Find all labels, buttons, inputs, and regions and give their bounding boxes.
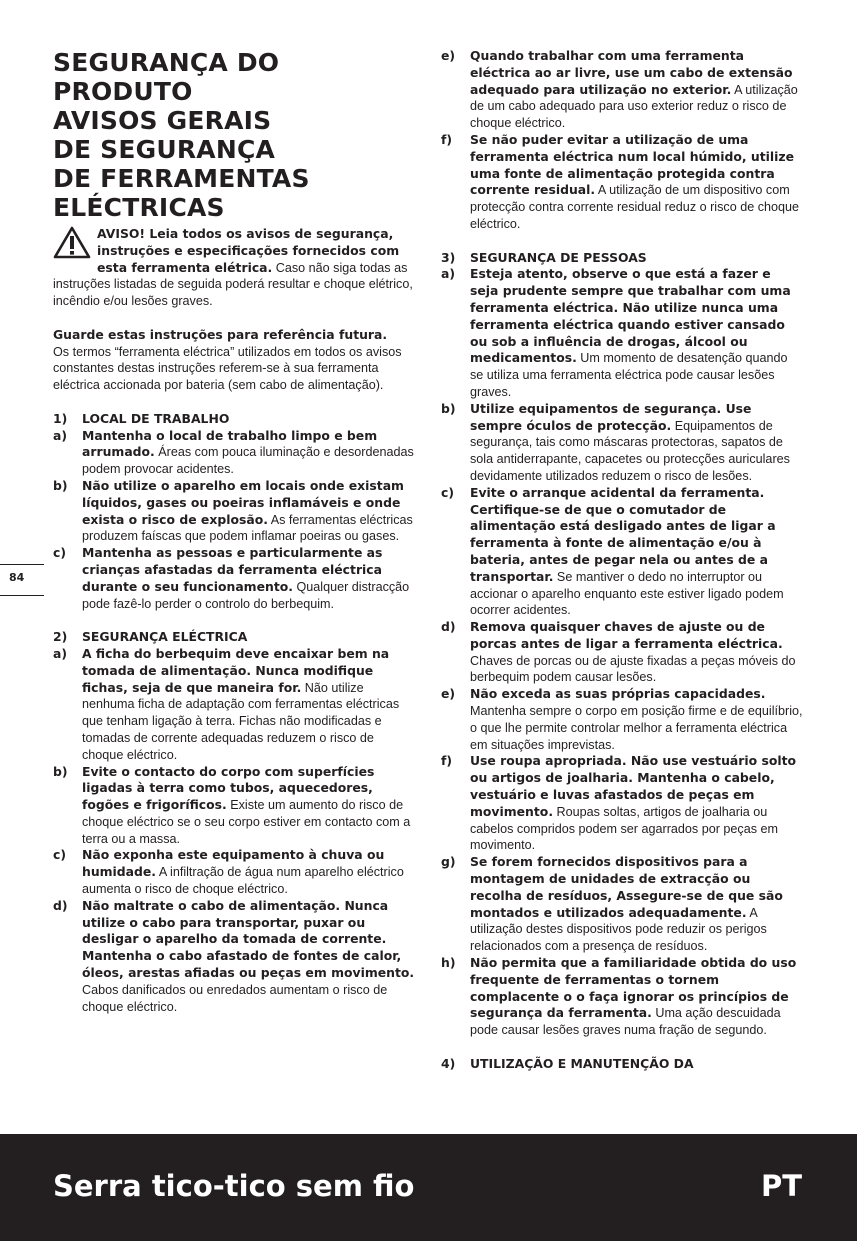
item-bold: Evite o arranque acidental da ferramenta. Certifique-se de que o comutador de alimentação está desligado antes de ligar a ferramenta à fonte de alimentação e/ou à bateria, antes de pegar nela ou antes de a transportar. bbox=[470, 484, 776, 584]
keep-bold: Guarde estas instruções para referência futura. bbox=[53, 326, 388, 342]
item-bold: Se forem fornecidos dispositivos para a montagem de unidades de extracção ou recolha de resíduos, Assegure-se de que são montados e utilizados adequadamente. bbox=[470, 854, 783, 920]
section-title: UTILIZAÇÃO E MANUTENÇÃO DA bbox=[470, 1055, 694, 1071]
list-item bbox=[53, 764, 415, 848]
item-text: A utilização de um cabo adequado para uso exterior reduz o risco de choque eléctrico. bbox=[470, 82, 798, 131]
item-bold: Não utilize o aparelho em locais onde existam líquidos, gases ou poeiras inflamáveis e onde exista o risco de explosão. bbox=[82, 477, 404, 527]
item-marker: a) bbox=[53, 645, 68, 661]
keep-text: Os termos “ferramenta eléctrica” utilizados em todos os avisos constantes destas instruções referem-se à sua ferramenta eléctrica accionada por bateria (sem cabo de alimentação). bbox=[53, 344, 402, 393]
item-text: Equipamentos de segurança, tais como máscaras protectoras, sapatos de sola antiderrapante, capacetes ou protecções auriculares devidamente utilizados reduzem o risco de lesões. bbox=[470, 418, 790, 483]
left-column bbox=[53, 48, 415, 1015]
section-heading bbox=[53, 411, 415, 428]
item-text: Qualquer distracção pode fazê-lo perder o controlo do berbequim. bbox=[82, 579, 410, 611]
list-item bbox=[53, 428, 415, 478]
section-title: LOCAL DE TRABALHO bbox=[82, 410, 230, 426]
list-item bbox=[441, 854, 803, 955]
item-marker: e) bbox=[441, 48, 456, 63]
item-bold: Não maltrate o cabo de alimentação. Nunca utilize o cabo para transportar, puxar ou desligar o aparelho da tomada de corrente. Mantenha o cabo afastado de fontes de calor, óleos, arestas afiadas ou peças em movimento. bbox=[82, 897, 415, 981]
title-line: PRODUTO bbox=[53, 77, 193, 106]
item-marker: c) bbox=[441, 484, 455, 500]
item-bold: Remova quaisquer chaves de ajuste ou de porcas antes de ligar a ferramenta eléctrica. bbox=[470, 619, 783, 651]
item-marker: e) bbox=[441, 686, 456, 702]
item-text: Um momento de desatenção quando se utiliza uma ferramenta eléctrica pode causar lesões graves. bbox=[470, 351, 788, 399]
item-marker: g) bbox=[441, 854, 456, 870]
item-bold: Utilize equipamentos de segurança. Use sempre óculos de protecção. bbox=[470, 400, 752, 433]
item-text: As ferramentas eléctricas produzem faíscas que podem inflamar poeiras ou gases. bbox=[82, 512, 413, 544]
keep-instructions bbox=[53, 327, 415, 394]
item-bold: Mantenha o local de trabalho limpo e bem arrumado. bbox=[82, 427, 378, 460]
section-number: 4) bbox=[441, 1055, 456, 1071]
item-marker: b) bbox=[441, 400, 456, 416]
warning-paragraph bbox=[53, 226, 415, 310]
item-text: Roupas soltas, artigos de joalharia ou cabelos compridos podem ser agarrados por peças em movimento. bbox=[470, 804, 779, 853]
item-text: Uma ação descuidada pode causar lesões graves numa fração de segundo. bbox=[470, 1006, 781, 1038]
list-item bbox=[53, 478, 415, 545]
item-bold: Esteja atento, observe o que está a fazer e seja prudente sempre que trabalhar com uma ferramenta eléctrica. Não utilize nunca uma ferramenta eléctrica quando estiver cansado ou sob a influência de drogas, álcool ou medicamentos. bbox=[470, 266, 791, 366]
list-item bbox=[53, 646, 415, 764]
item-bold: Use roupa apropriada. Não use vestuário solto ou artigos de joalharia. Mantenha o cabelo, vestuário e luvas afastados de peças em movimento. bbox=[470, 753, 797, 819]
list-item bbox=[441, 266, 803, 400]
list-item bbox=[53, 898, 415, 1016]
item-marker: c) bbox=[53, 847, 67, 863]
item-bold: Quando trabalhar com uma ferramenta eléctrica ao ar livre, use um cabo de extensão adequado para utilização no exterior. bbox=[470, 48, 793, 97]
footer-title: Serra tico-tico sem fio bbox=[53, 1169, 415, 1203]
item-text: Existe um aumento do risco de choque eléctrico se o seu corpo estiver em contacto com a terra ou a massa. bbox=[82, 798, 411, 846]
item-marker: b) bbox=[53, 477, 68, 493]
section-title: SEGURANÇA ELÉCTRICA bbox=[82, 629, 248, 645]
title-line: AVISOS GERAIS bbox=[53, 106, 272, 135]
list-item bbox=[53, 545, 415, 612]
section-number: 2) bbox=[53, 629, 68, 645]
item-bold: Evite o contacto do corpo com superfícies ligadas à terra como tubos, aquecedores, fogões e frigoríficos. bbox=[82, 763, 375, 813]
item-marker: a) bbox=[441, 266, 456, 282]
item-marker: b) bbox=[53, 763, 68, 779]
item-text: A infiltração de água num aparelho eléctrico aumenta o risco de choque eléctrico. bbox=[82, 865, 404, 897]
section-title: SEGURANÇA DE PESSOAS bbox=[470, 249, 647, 265]
warning-triangle-icon bbox=[53, 226, 91, 260]
item-bold: Não exponha este equipamento à chuva ou humidade. bbox=[82, 847, 385, 880]
list-item bbox=[441, 48, 803, 132]
list-item bbox=[441, 619, 803, 686]
item-bold: Não permita que a familiaridade obtida do uso frequente de ferramentas o tornem complacente o o faça ignorar os princípios de segurança da ferramenta. bbox=[470, 955, 797, 1021]
item-marker: d) bbox=[441, 619, 456, 635]
item-bold: Mantenha as pessoas e particularmente as crianças afastadas da ferramenta eléctrica durante o seu funcionamento. bbox=[82, 545, 383, 594]
section-number: 1) bbox=[53, 410, 68, 426]
item-marker: d) bbox=[53, 897, 68, 913]
item-text: Não utilize nenhuma ficha de adaptação com ferramentas eléctricas que tenham ligação à terra. Fichas não modificadas e tomadas de corrente adequadas reduzem o risco de choque eléctrico. bbox=[82, 680, 400, 762]
right-column bbox=[441, 48, 803, 1073]
list-item bbox=[441, 401, 803, 485]
item-marker: a) bbox=[53, 427, 68, 443]
title-line: ELÉCTRICAS bbox=[53, 193, 225, 222]
warning-text: Caso não siga todas as instruções listadas de seguida poderá resultar e choque elétrico, incêndio e/ou lesões graves. bbox=[53, 260, 413, 309]
language-code: PT bbox=[760, 1169, 802, 1203]
item-text: A utilização destes dispositivos pode reduzir os perigos relacionados com a presença de resíduos. bbox=[470, 905, 767, 954]
list-item bbox=[53, 847, 415, 897]
item-text: Se mantiver o dedo no interruptor ou accionar o aparelho enquanto este estiver ligado podem ocorrer acidentes. bbox=[470, 569, 784, 618]
item-text: Chaves de porcas ou de ajuste fixadas a peças móveis do berbequim podem causar lesões. bbox=[470, 653, 796, 685]
item-text: Cabos danificados ou enredados aumentam o risco de choque eléctrico. bbox=[82, 982, 388, 1014]
item-bold: Não exceda as suas próprias capacidades. bbox=[470, 686, 766, 702]
page-number: 84 bbox=[9, 571, 25, 584]
section-heading bbox=[53, 629, 415, 646]
title-line: DE SEGURANÇA bbox=[53, 135, 276, 164]
list-item bbox=[441, 132, 803, 233]
item-bold: A ficha do berbequim deve encaixar bem na tomada de alimentação. Nunca modifique fichas, seja de que maneira for. bbox=[82, 645, 390, 695]
item-bold: Se não puder evitar a utilização de uma ferramenta eléctrica num local húmido, utilize uma fonte de alimentação protegida contra corrente residual. bbox=[470, 131, 795, 198]
list-item bbox=[441, 485, 803, 619]
warning-bold: AVISO! Leia todos os avisos de segurança, instruções e especificações fornecidos com esta ferramenta elétrica. bbox=[97, 226, 400, 275]
section-heading bbox=[441, 250, 803, 267]
page-title bbox=[53, 48, 415, 222]
item-text: Áreas com pouca iluminação e desordenadas podem provocar acidentes. bbox=[82, 445, 414, 477]
item-marker: f) bbox=[441, 753, 453, 769]
item-text: A utilização de um dispositivo com protecção contra corrente residual reduz o risco de choque eléctrico. bbox=[470, 183, 800, 231]
item-marker: c) bbox=[53, 545, 67, 561]
list-item bbox=[441, 955, 803, 1039]
item-marker: f) bbox=[441, 131, 453, 147]
item-text: Mantenha sempre o corpo em posição firme e de equilíbrio, o que lhe permite controlar melhor a ferramenta eléctrica em situações imprevistas. bbox=[470, 704, 803, 752]
list-item bbox=[441, 753, 803, 854]
item-marker: h) bbox=[441, 955, 456, 971]
title-line: DE FERRAMENTAS bbox=[53, 164, 310, 193]
section-number: 3) bbox=[441, 249, 456, 265]
title-line: SEGURANÇA DO bbox=[53, 48, 280, 77]
section-heading bbox=[441, 1056, 803, 1073]
list-item bbox=[441, 686, 803, 753]
